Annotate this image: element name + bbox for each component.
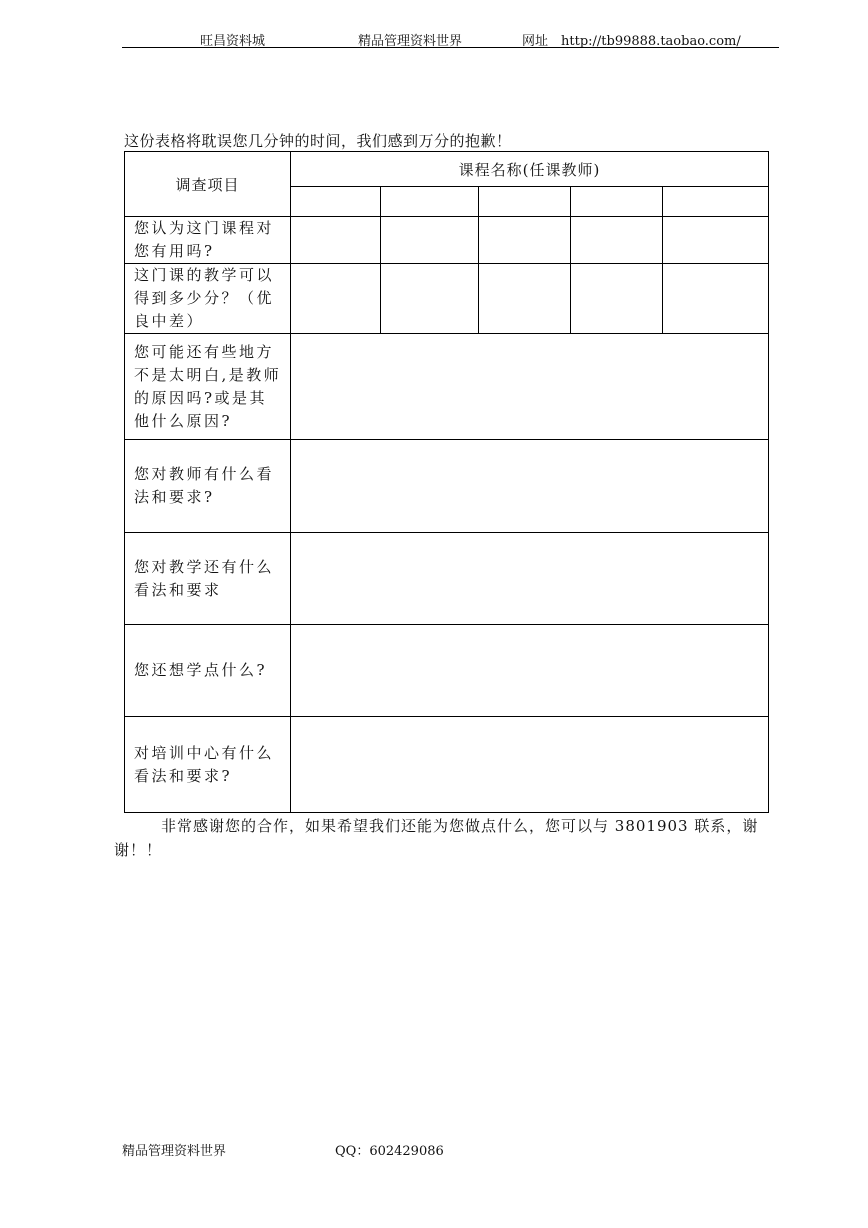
footer-qq: QQ：602429086 — [335, 1144, 444, 1159]
answer-cell[interactable] — [571, 264, 663, 334]
question-teaching: 您对教学还有什么看法和要求 — [125, 533, 291, 625]
answer-area[interactable] — [291, 440, 769, 533]
header-site-name: 旺昌资料城 — [200, 34, 266, 49]
table-row — [125, 334, 769, 440]
header-rule — [122, 47, 779, 48]
course-name-cell[interactable] — [479, 187, 571, 217]
question-teacher: 您对教师有什么看法和要求? — [125, 440, 291, 533]
answer-area[interactable] — [291, 717, 769, 813]
table-row — [125, 264, 769, 334]
answer-area[interactable] — [291, 625, 769, 717]
answer-area[interactable] — [291, 334, 769, 440]
footer-brand: 精品管理资料世界 — [122, 1144, 227, 1159]
course-name-cell[interactable] — [663, 187, 769, 217]
course-name-header: 课程名称(任课教师) — [291, 152, 769, 187]
answer-cell[interactable] — [663, 217, 769, 264]
header-url[interactable]: 网址 http://tb99888.taobao.com/ — [522, 34, 741, 49]
answer-cell[interactable] — [381, 264, 479, 334]
question-training-center: 对培训中心有什么看法和要求? — [125, 717, 291, 813]
question-unclear: 您可能还有些地方不是太明白,是教师的原因吗?或是其他什么原因? — [125, 334, 291, 440]
table-row — [125, 440, 769, 533]
answer-cell[interactable] — [571, 217, 663, 264]
answer-cell[interactable] — [663, 264, 769, 334]
course-name-cell[interactable] — [571, 187, 663, 217]
table-row — [125, 717, 769, 813]
question-learn-more: 您还想学点什么? — [125, 625, 291, 717]
answer-cell[interactable] — [479, 217, 571, 264]
table-row — [125, 533, 769, 625]
question-score: 这门课的教学可以得到多少分？（优良中差） — [125, 264, 291, 334]
answer-cell[interactable] — [381, 217, 479, 264]
answer-area[interactable] — [291, 533, 769, 625]
course-name-cell[interactable] — [291, 187, 381, 217]
thanks-text: 非常感谢您的合作，如果希望我们还能为您做点什么，您可以与 3801903 联系，谢谢！！ — [114, 817, 759, 859]
survey-item-header: 调查项目 — [125, 152, 291, 217]
answer-cell[interactable] — [479, 264, 571, 334]
table-row — [125, 217, 769, 264]
intro-text: 这份表格将耽误您几分钟的时间，我们感到万分的抱歉！ — [124, 132, 512, 150]
answer-cell[interactable] — [291, 264, 381, 334]
question-usefulness: 您认为这门课程对您有用吗? — [125, 217, 291, 264]
survey-table — [124, 151, 769, 813]
course-name-cell[interactable] — [381, 187, 479, 217]
table-row — [125, 625, 769, 717]
answer-cell[interactable] — [291, 217, 381, 264]
header-brand: 精品管理资料世界 — [358, 34, 463, 49]
